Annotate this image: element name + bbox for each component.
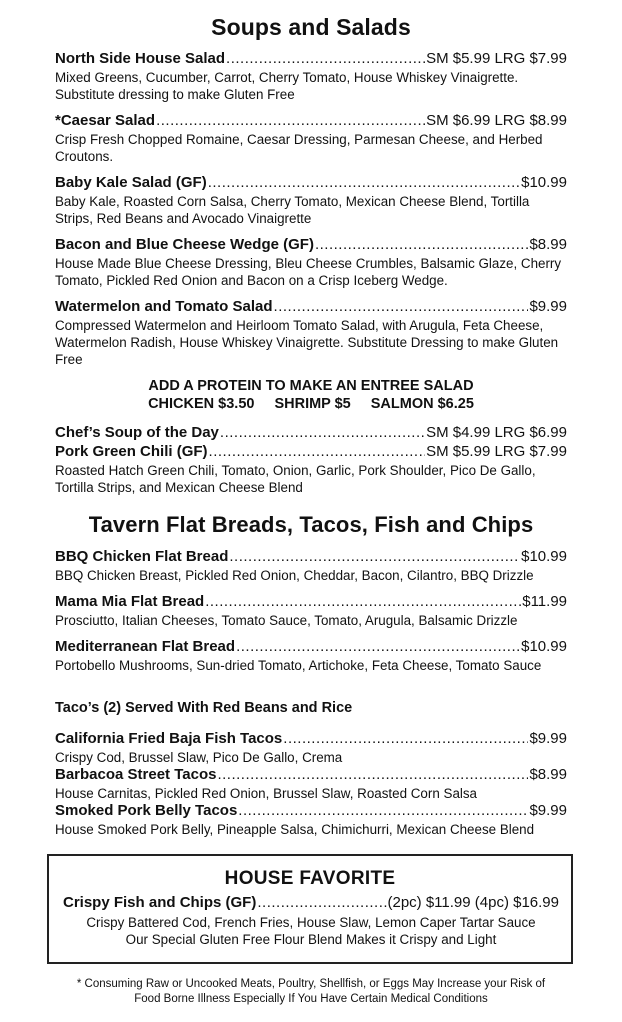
leader-dots [257, 894, 386, 912]
house-favorite-title: HOUSE FAVORITE [224, 868, 396, 889]
tacos-subheading: Taco’s (2) Served With Red Beans and Rice [55, 700, 353, 716]
item-price: $10.99 [521, 174, 567, 191]
item-name: Bacon and Blue Cheese Wedge (GF) [55, 236, 314, 253]
item-price: $9.99 [529, 730, 567, 747]
menu-item [55, 50, 567, 103]
item-price: SM $5.99 LRG $7.99 [426, 50, 567, 67]
section-title-soups-salads: Soups and Salads [211, 14, 411, 40]
leader-dots [274, 298, 529, 316]
menu-item [63, 894, 559, 948]
item-name: Baby Kale Salad (GF) [55, 174, 207, 191]
item-description: Baby Kale, Roasted Corn Salsa, Cherry Tomato, Mexican Cheese Blend, Tortilla Strips, Red Beans and Avocado Vinaigrette [55, 194, 530, 226]
menu-item [55, 424, 567, 442]
item-price: $10.99 [521, 638, 567, 655]
menu-item [55, 112, 567, 165]
item-description: House Carnitas, Pickled Red Onion, Brussel Slaw, Roasted Corn Salsa [55, 786, 478, 801]
leader-dots [236, 638, 520, 656]
item-name: California Fried Baja Fish Tacos [55, 730, 283, 747]
menu-item [55, 802, 567, 838]
item-description: Mixed Greens, Cucumber, Carrot, Cherry Tomato, House Whiskey Vinaigrette. Substitute dressing to make Gluten Free [55, 70, 519, 102]
item-description: House Made Blue Cheese Dressing, Bleu Cheese Crumbles, Balsamic Glaze, Cherry Tomato, Pickled Red Onion and Bacon on a Crisp Iceberg Wedge. [55, 256, 562, 288]
item-description: Portobello Mushrooms, Sun-dried Tomato, Artichoke, Feta Cheese, Tomato Sauce [55, 658, 542, 673]
item-description: Compressed Watermelon and Heirloom Tomato Salad, with Arugula, Feta Cheese, Watermelon Radish, House Whiskey Vinaigrette. Substitute Dressing to make Gluten Free [55, 318, 559, 367]
item-description: Roasted Hatch Green Chili, Tomato, Onion, Garlic, Pork Shoulder, Pico De Gallo, Tortilla Strips, and Mexican Cheese Blend [55, 463, 536, 495]
leader-dots [229, 548, 520, 566]
item-name: Mama Mia Flat Bread [55, 593, 205, 610]
leader-dots [217, 766, 528, 784]
section-title-flatbreads-tacos: Tavern Flat Breads, Tacos, Fish and Chips [88, 512, 534, 537]
addon-option: SHRIMP $5 [274, 396, 351, 412]
item-price: SM $4.99 LRG $6.99 [426, 424, 567, 441]
addon-option: SALMON $6.25 [370, 396, 474, 412]
item-price: $8.99 [529, 236, 567, 253]
item-description-gf-note: Our Special Gluten Free Flour Blend Makes it Crispy and Light [125, 932, 497, 947]
menu-item [55, 443, 567, 496]
item-name: Chef’s Soup of the Day [55, 424, 219, 441]
leader-dots [226, 50, 425, 68]
item-name: *Caesar Salad [55, 112, 156, 129]
item-price: $9.99 [529, 298, 567, 315]
protein-addon-heading: ADD A PROTEIN TO MAKE AN ENTREE SALAD [148, 378, 474, 394]
menu-item [55, 298, 567, 368]
item-name: BBQ Chicken Flat Bread [55, 548, 229, 565]
item-name: Barbacoa Street Tacos [55, 766, 217, 783]
item-description: Crispy Cod, Brussel Slaw, Pico De Gallo, Crema [55, 750, 343, 765]
menu-item [55, 766, 567, 802]
item-price: SM $5.99 LRG $7.99 [426, 443, 567, 460]
item-name: Crispy Fish and Chips (GF) [63, 894, 257, 911]
menu-item [55, 593, 567, 629]
menu-item [55, 174, 567, 227]
item-description: Crisp Fresh Chopped Romaine, Caesar Dressing, Parmesan Cheese, and Herbed Croutons. [55, 132, 543, 164]
item-name: Smoked Pork Belly Tacos [55, 802, 238, 819]
item-description: Prosciutto, Italian Cheeses, Tomato Sauce, Tomato, Arugula, Balsamic Drizzle [55, 613, 518, 628]
leader-dots [205, 593, 521, 611]
item-price: $10.99 [521, 548, 567, 565]
menu-item [55, 236, 567, 289]
leader-dots [220, 424, 425, 442]
leader-dots [283, 730, 528, 748]
item-name: Pork Green Chili (GF) [55, 443, 208, 460]
consumer-advisory [40, 977, 582, 1007]
item-description: BBQ Chicken Breast, Pickled Red Onion, Cheddar, Bacon, Cilantro, BBQ Drizzle [55, 568, 534, 583]
item-price: SM $6.99 LRG $8.99 [426, 112, 567, 129]
leader-dots [156, 112, 425, 130]
leader-dots [209, 443, 426, 461]
item-price: $8.99 [529, 766, 567, 783]
protein-addon-options [0, 395, 622, 413]
item-name: Watermelon and Tomato Salad [55, 298, 273, 315]
addon-option: CHICKEN $3.50 [148, 396, 255, 412]
item-price: $9.99 [529, 802, 567, 819]
house-favorite-box [47, 854, 573, 964]
item-price: (2pc) $11.99 (4pc) $16.99 [387, 894, 559, 911]
item-name: Mediterranean Flat Bread [55, 638, 236, 655]
advisory-line: Food Borne Illness Especially If You Have Certain Medical Conditions [134, 993, 488, 1005]
leader-dots [315, 236, 529, 254]
leader-dots [208, 174, 520, 192]
advisory-line: * Consuming Raw or Uncooked Meats, Poultry, Shellfish, or Eggs May Increase your Risk of [76, 978, 546, 990]
item-price: $11.99 [522, 593, 567, 610]
menu-item [55, 730, 567, 766]
menu-item [55, 548, 567, 584]
menu-item [55, 638, 567, 674]
leader-dots [238, 802, 528, 820]
item-name: North Side House Salad [55, 50, 226, 67]
item-description: House Smoked Pork Belly, Pineapple Salsa, Chimichurri, Mexican Cheese Blend [55, 822, 535, 837]
item-description: Crispy Battered Cod, French Fries, House Slaw, Lemon Caper Tartar Sauce [86, 915, 536, 930]
